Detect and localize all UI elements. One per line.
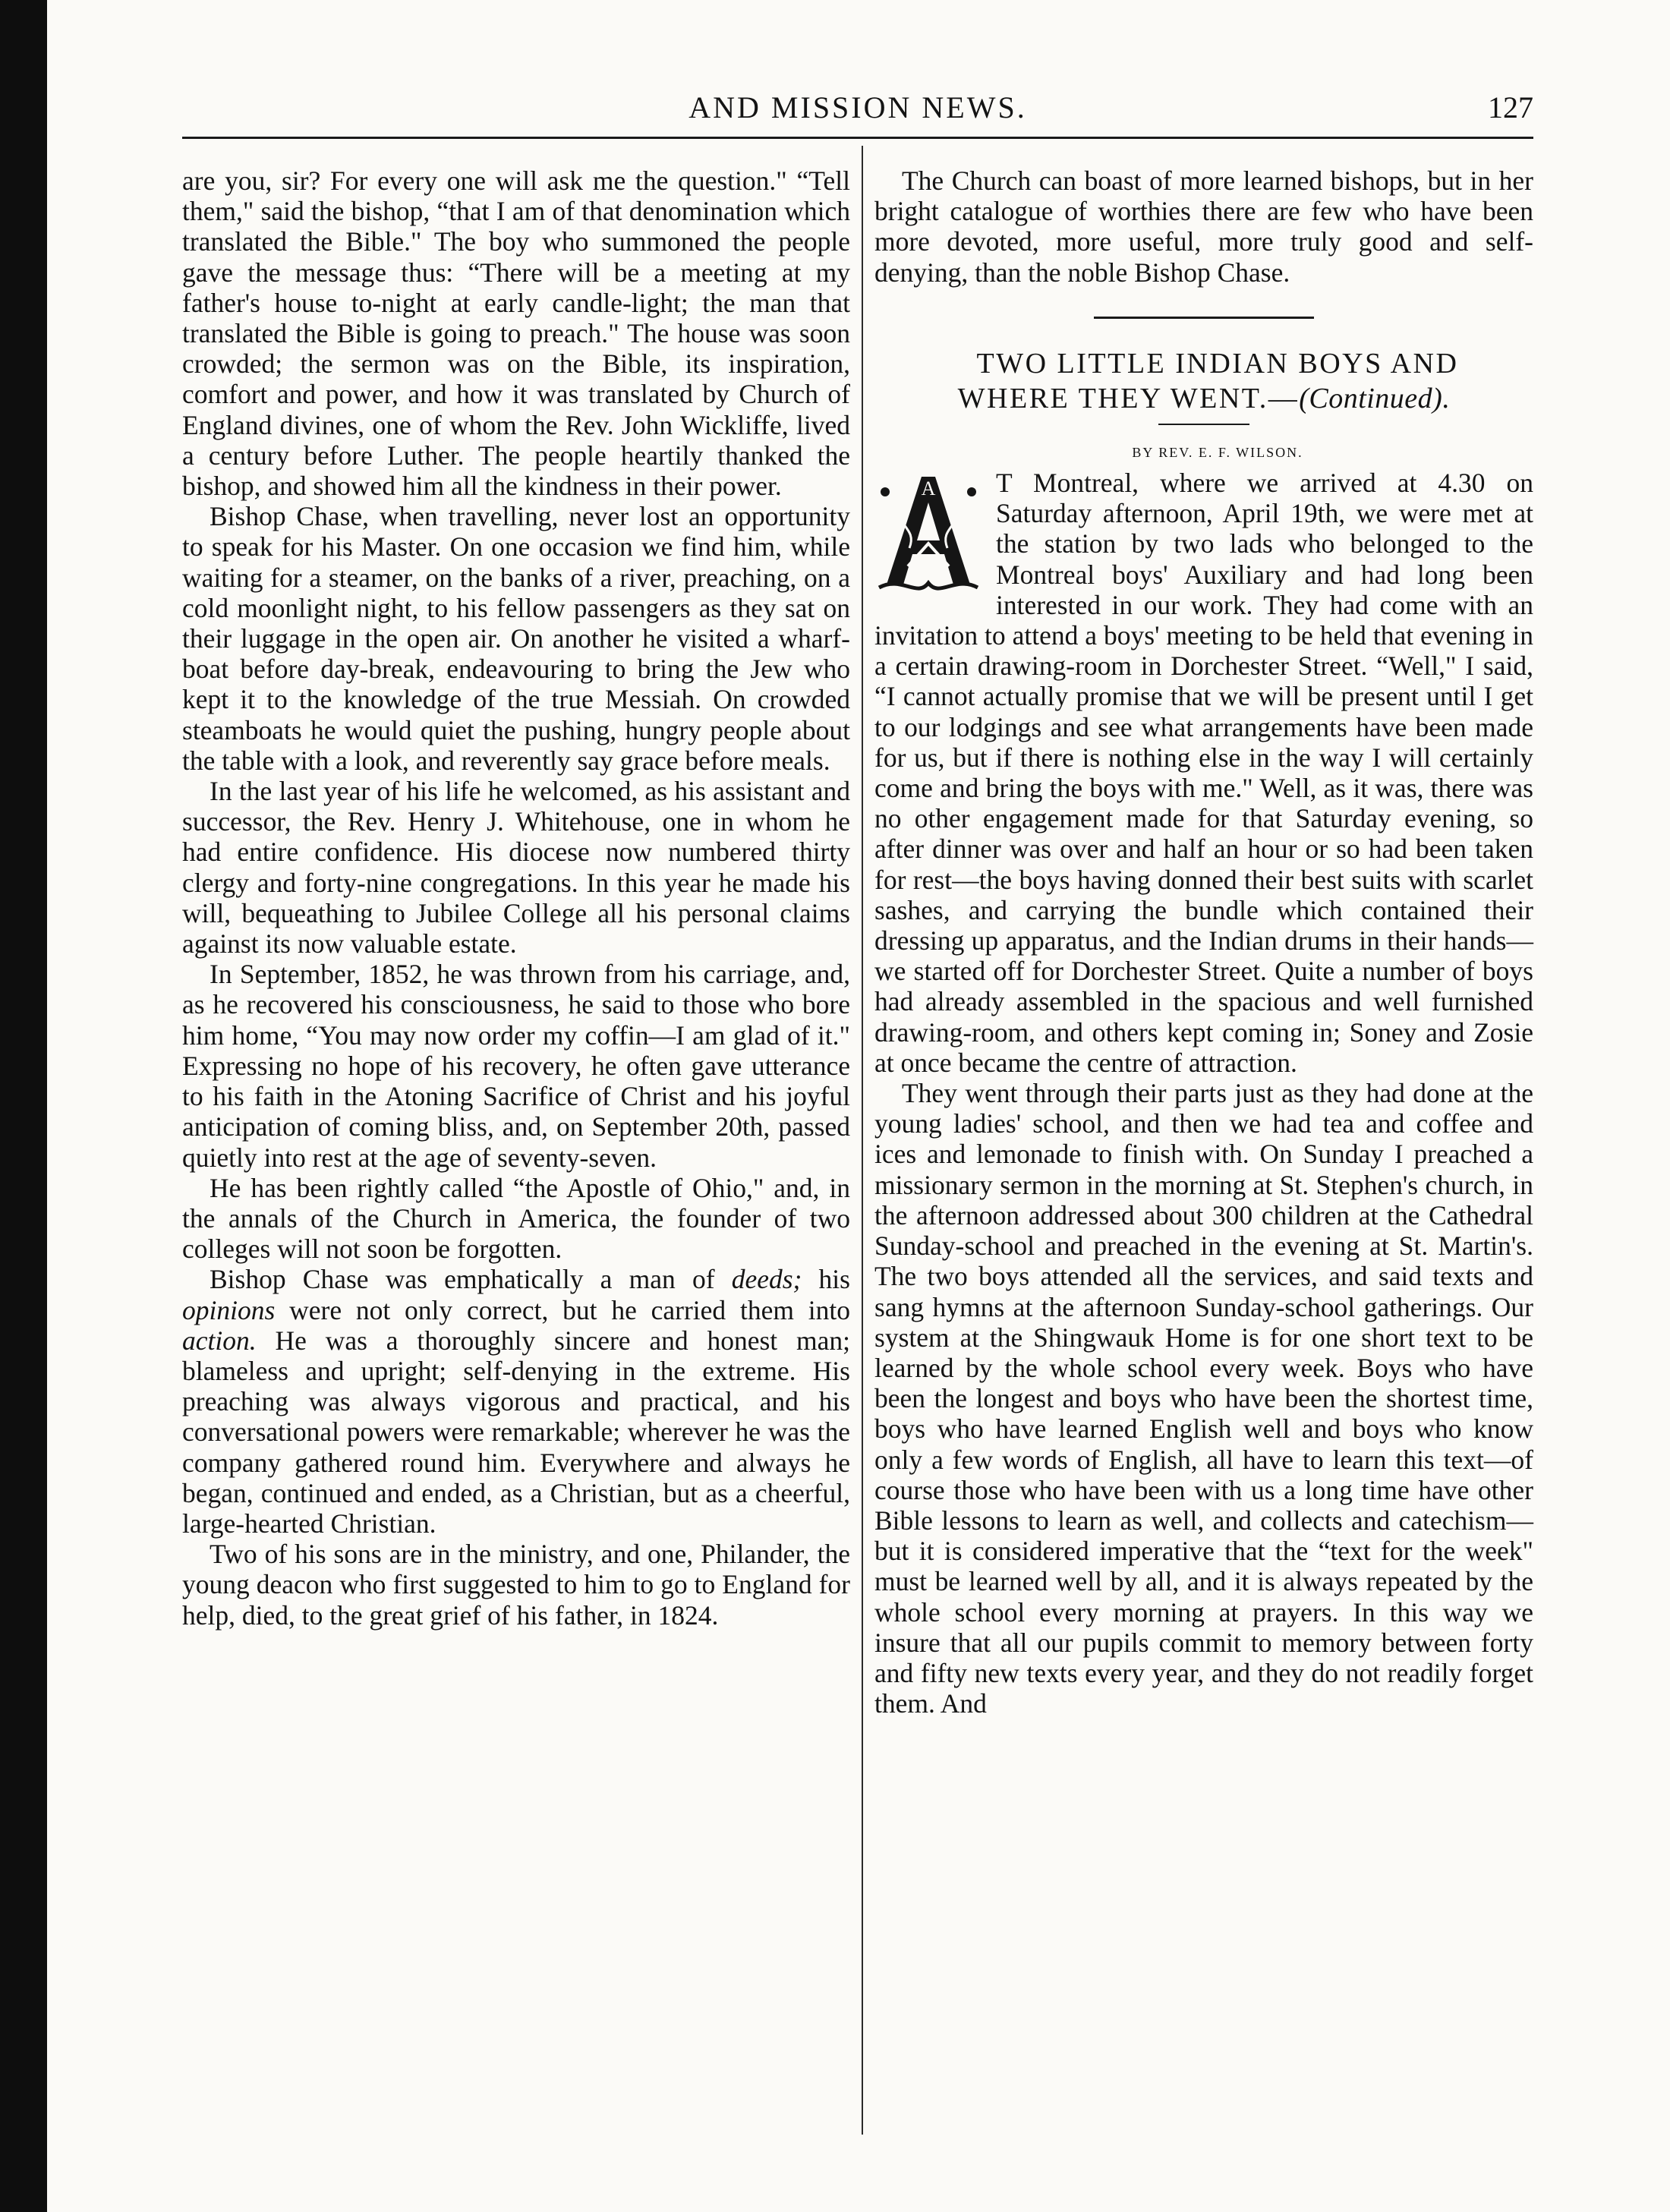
section-rule bbox=[1094, 317, 1314, 319]
article-title-line2: WHERE THEY WENT.— bbox=[957, 382, 1300, 414]
paragraph: are you, sir? For every one will ask me the question." “Tell them," said the bishop, “that I am of that denomination which translated the Bible." The boy who summoned the people gave the message thus: “There will be a meeting at my father's house to-night at early candle-light; the man that translated the Bible is going to preach." The house was soon crowded; the sermon was on the Bible, its inspiration, comfort and power, and how it was translated by Church of England divines, one of whom the Rev. John Wickliffe, lived a century before Luther. The people heartily thanked the bishop, and showed him all the kindness in their power. bbox=[182, 165, 850, 502]
italic-word: action. bbox=[182, 1325, 257, 1356]
running-title: AND MISSION NEWS. bbox=[688, 90, 1027, 124]
drop-cap-letter: A bbox=[921, 477, 936, 500]
article-title-line1: TWO LITTLE INDIAN BOYS AND bbox=[976, 347, 1459, 380]
drop-cap bbox=[871, 469, 985, 597]
first-paragraph bbox=[874, 468, 1533, 1078]
paragraph: In September, 1852, he was thrown from his carriage, and, as he recovered his consciousness, he said to those who bore him home, “You may now order my coffin—I am glad of it." Expressing no hope of his recovery, he often gave utterance to his faith in the Atoning Sacrifice of Christ and his joyful anticipation of coming bliss, and, on September 20th, passed quietly into rest at the age of seventy-seven. bbox=[182, 959, 850, 1173]
header-rule bbox=[182, 137, 1533, 139]
first-paragraph-text: T Montreal, where we arrived at 4.30 on Saturday afternoon, April 19th, we were met at the station by two lads who belonged to the Montreal boys' Auxiliary and had long been interested in our work. They had come with an invitation to attend a boys' meeting to be held that evening in a certain drawing-room in Dorchester Street. “Well," I said, “I cannot actually promise that we will be present until I get to our lodgings and see what arrangements have been made for us, but if there is nothing else in the way I will certainly come and bring the boys with me." Well, as it was, there was no other engagement made for that Saturday evening, so after dinner was over and half an hour or so had been taken for rest—the boys having donned their best suits with scarlet sashes, and carrying the bundle which contained their dressing up apparatus, and the Indian drums in their hands—we started off for Dorchester Street. Quite a number of boys had already assembled in the spacious and well furnished drawing-room, and others kept coming in; Soney and Zosie at once became the centre of attraction. bbox=[874, 468, 1533, 1078]
byline: BY REV. E. F. WILSON. bbox=[1132, 444, 1303, 460]
italic-word: deeds; bbox=[731, 1264, 802, 1295]
page-number: 127 bbox=[1488, 90, 1533, 124]
paragraph-deeds bbox=[182, 1264, 850, 1539]
right-column bbox=[874, 165, 1533, 1719]
running-header bbox=[182, 85, 1533, 138]
italic-word: opinions bbox=[182, 1294, 276, 1325]
text-run: Bishop Chase was emphatically a man of bbox=[210, 1264, 732, 1295]
column-divider bbox=[862, 146, 863, 2135]
text-run: his bbox=[802, 1264, 850, 1295]
text-run: were not only correct, but he carried them into bbox=[275, 1294, 850, 1325]
left-column bbox=[182, 165, 850, 1631]
paragraph: Two of his sons are in the ministry, and one, Philander, the young deacon who first suggested to him to go to England for help, died, to the great grief of his father, in 1824. bbox=[182, 1539, 850, 1631]
article-title bbox=[874, 346, 1533, 416]
paragraph: He has been rightly called “the Apostle of Ohio," and, in the annals of the Church in America, the founder of two colleges will not soon be forgotten. bbox=[182, 1172, 850, 1265]
ornamental-drop-cap-icon bbox=[871, 469, 985, 597]
title-rule bbox=[1158, 424, 1249, 425]
text-run: He was a thoroughly sincere and honest man; blameless and upright; self-denying in the extreme. His preaching was always vigorous and practical, and his conversational powers were remarkable; wherever he was the company gathered round him. Everywhere and always he began, continued and ended, as a Christian, but as a cheerful, large-hearted Christian. bbox=[182, 1325, 850, 1539]
continued-tag: (Continued). bbox=[1299, 382, 1451, 414]
closing-paragraph: The Church can boast of more learned bishops, but in her bright catalogue of worthies there are few who have been more devoted, more useful, more truly good and self-denying, than the noble Bishop Chase. bbox=[874, 165, 1533, 288]
paragraph: Bishop Chase, when travelling, never lost an opportunity to speak for his Master. On one occasion we find him, while waiting for a steamer, on the banks of a river, preaching, on a cold moonlight night, to his fellow passengers as they sat on their luggage in the open air. On another he visited a wharf-boat before day-break, endeavouring to bring the Jew who kept it to the knowledge of the true Messiah. On crowded steamboats he would quiet the pushing, hungry people about the table with a look, and reverently say grace before meals. bbox=[182, 501, 850, 776]
page-binding-edge bbox=[0, 0, 47, 2212]
paragraph: They went through their parts just as they had done at the young ladies' school, and then we had tea and coffee and ices and lemonade to finish with. On Sunday I preached a missionary sermon in the morning at St. Stephen's church, in the afternoon addressed about 300 children at the Cathedral Sunday-school and preached in the evening at St. Martin's. The two boys attended all the services, and said texts and sang hymns at the afternoon Sunday-school gatherings. Our system at the Shingwauk Home is for one short text to be learned by the whole school every week. Boys who have been the longest and boys who have been the shortest time, boys who have learned English well and boys who know only a few words of English, all have to learn this text—of course those who have been with us a long time have other Bible lessons to learn as well, and collects and catechism—but it is considered imperative that the “text for the week" must be learned well by all, and it is always repeated by the whole school every morning at prayers. In this way we insure that all our pupils commit to memory between forty and fifty new texts every year, and they do not readily forget them. And bbox=[874, 1078, 1533, 1719]
paragraph: In the last year of his life he welcomed, as his assistant and successor, the Rev. Henry J. Whitehouse, one in whom he had entire confidence. His diocese now numbered thirty clergy and forty-nine congregations. In this year he made his will, bequeathing to Jubilee College all his personal claims against its now valuable estate. bbox=[182, 776, 850, 959]
